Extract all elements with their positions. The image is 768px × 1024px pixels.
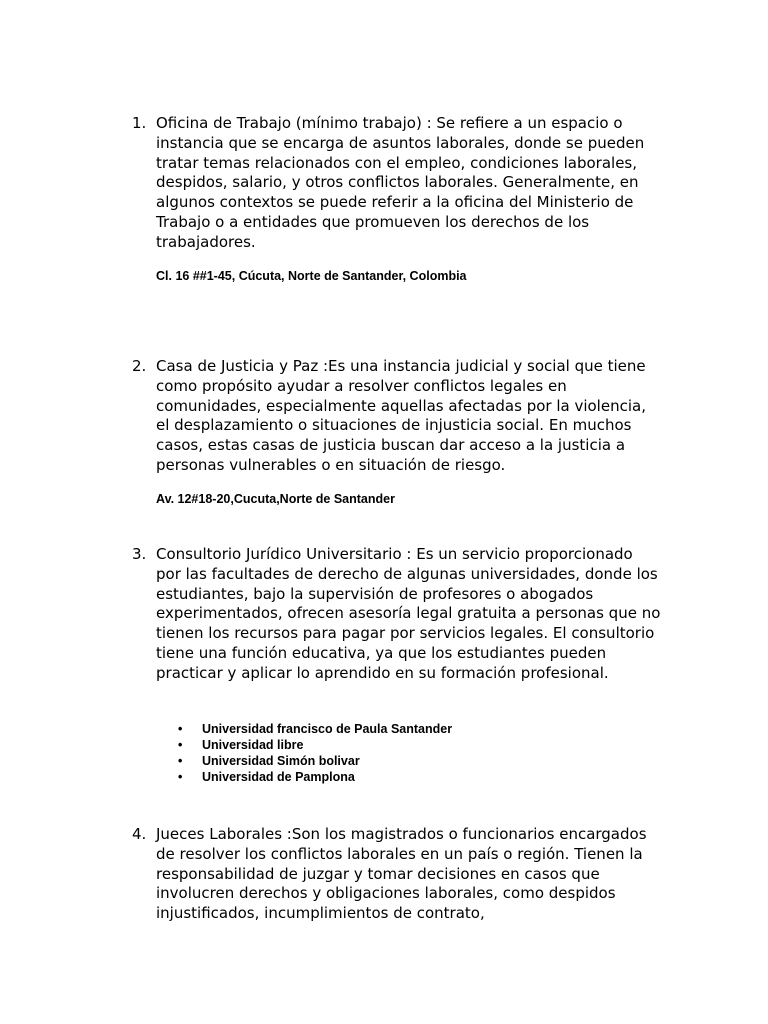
university-name: Universidad de Pamplona (202, 770, 355, 784)
address-oficina-de-trabajo: Cl. 16 ##1-45, Cúcuta, Norte de Santander, Colombia (156, 269, 467, 283)
list-item-text: Consultorio Jurídico Universitario : Es un servicio proporcionado por las facultades de derecho de algunas universidades, donde los estudiantes, bajo la supervisión de profesores o abogados experimentados, ofrecen asesoría legal gratuita a personas que no tienen los recursos para pagar por servicios legales. El consultorio tiene una función educativa, ya que los estudiantes pueden practicar y aplicar lo aprendido en su formación profesional. (156, 545, 661, 682)
list-item-number: 3. (132, 545, 147, 563)
bullet-icon: • (178, 770, 183, 784)
university-item (178, 737, 452, 753)
list-item-jueces-laborales (132, 825, 662, 924)
university-item (178, 769, 452, 785)
list-item-oficina-de-trabajo (132, 114, 662, 253)
list-item-text: Jueces Laborales :Son los magistrados o funcionarios encargados de resolver los conflictos laborales en un país o región. Tienen la responsabilidad de juzgar y tomar decisiones en casos que involucren derechos y obligaciones laborales, como despidos injustificados, incumplimientos de contrato, (156, 825, 647, 923)
list-item-number: 1. (132, 114, 147, 132)
universities-list (178, 721, 452, 785)
bullet-icon: • (178, 738, 183, 752)
university-name: Universidad Simón bolivar (202, 754, 360, 768)
bullet-icon: • (178, 722, 183, 736)
list-item-consultorio-juridico (132, 545, 662, 684)
address-casa-de-justicia: Av. 12#18-20,Cucuta,Norte de Santander (156, 492, 395, 506)
university-name: Universidad libre (202, 738, 304, 752)
list-item-casa-de-justicia (132, 357, 662, 476)
bullet-icon: • (178, 754, 183, 768)
university-name: Universidad francisco de Paula Santander (202, 722, 453, 736)
university-item (178, 721, 452, 737)
list-item-text: Casa de Justicia y Paz :Es una instancia judicial y social que tiene como propósito ayudar a resolver conflictos legales en comunidades, especialmente aquellas afectadas por la violencia, el desplazamiento o situaciones de injusticia social. En muchos casos, estas casas de justicia buscan dar acceso a la justicia a personas vulnerables o en situación de riesgo. (156, 357, 646, 474)
list-item-number: 2. (132, 357, 147, 375)
list-item-text: Oficina de Trabajo (mínimo trabajo) : Se refiere a un espacio o instancia que se encarga de asuntos laborales, donde se pueden tratar temas relacionados con el empleo, condiciones laborales, despidos, salario, y otros conflictos laborales. Generalmente, en algunos contextos se puede referir a la oficina del Ministerio de Trabajo o a entidades que promueven los derechos de los trabajadores. (156, 114, 645, 251)
list-item-number: 4. (132, 825, 147, 843)
university-item (178, 753, 452, 769)
